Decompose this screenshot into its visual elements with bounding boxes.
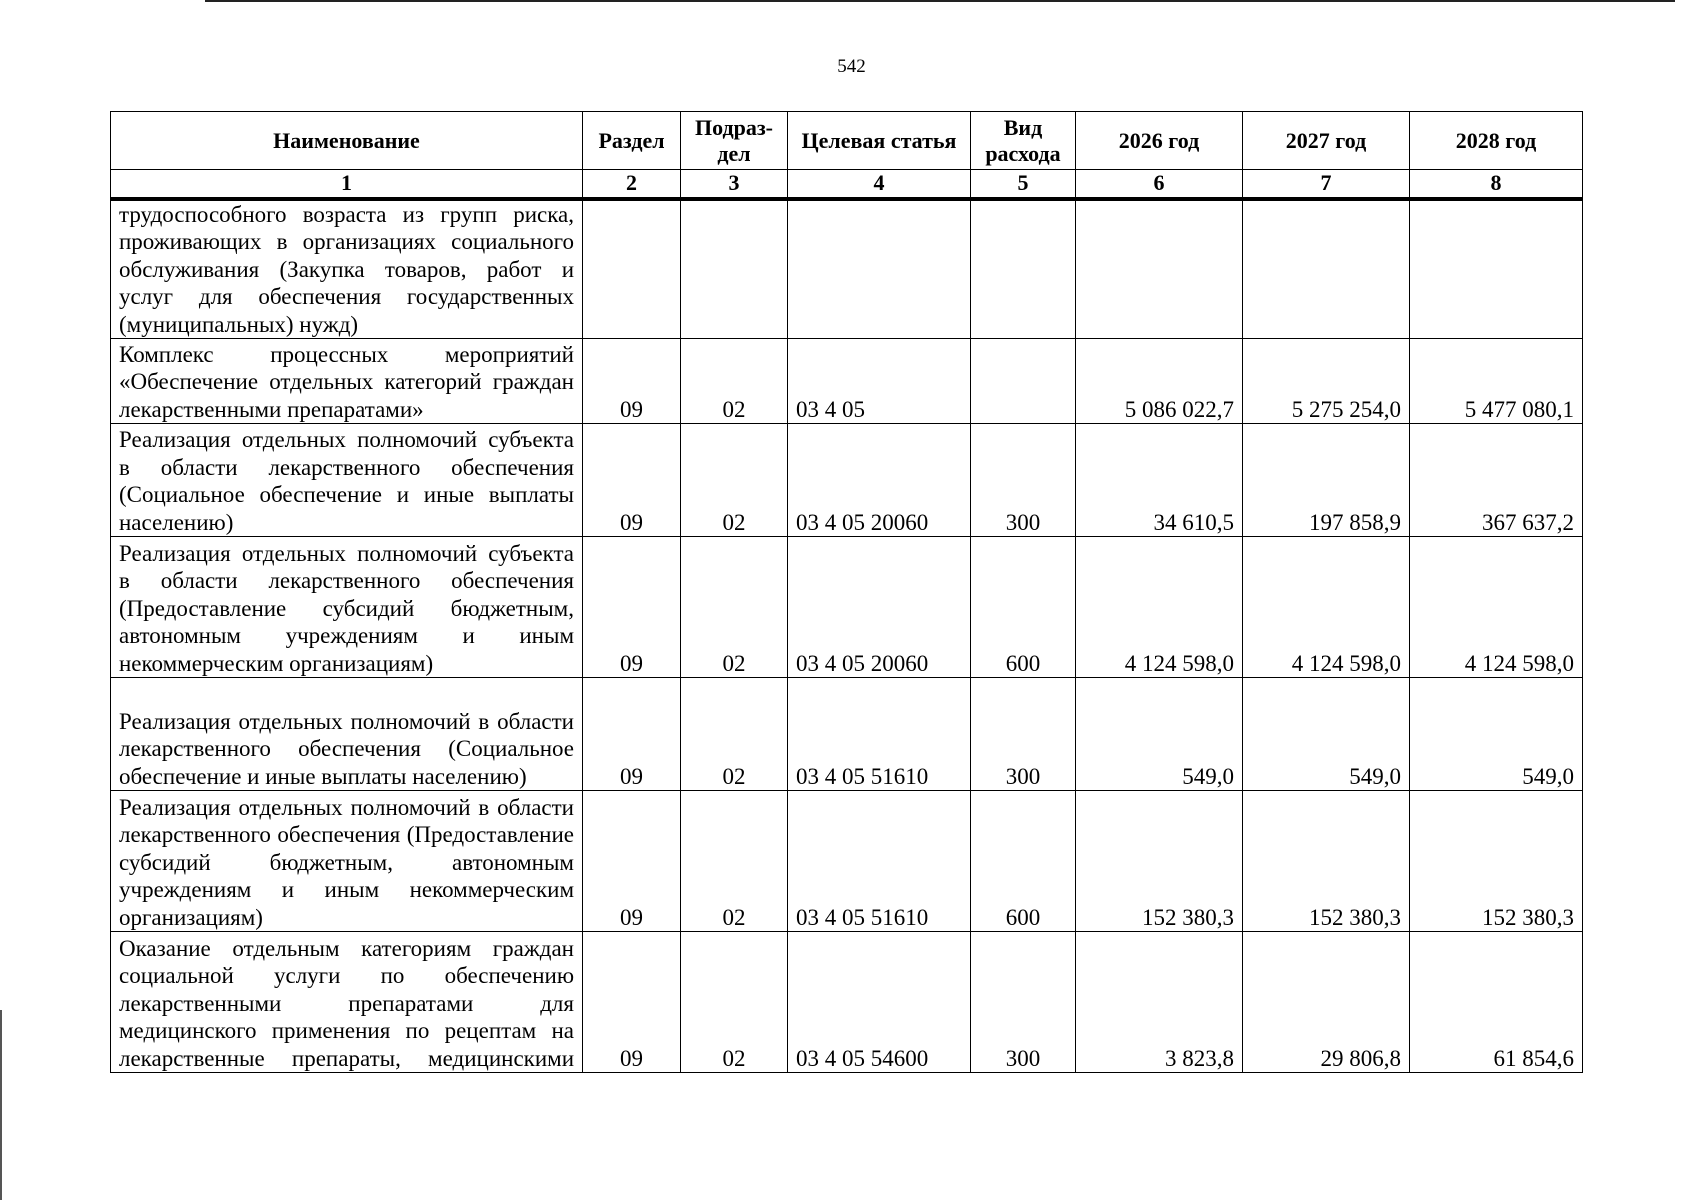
top-border-line (205, 0, 1675, 2)
row-expense-type: 600 (971, 537, 1076, 678)
row-2028: 4 124 598,0 (1410, 537, 1583, 678)
row-section: 09 (583, 932, 681, 1073)
row-2028: 367 637,2 (1410, 424, 1583, 537)
row-target: 03 4 05 54600 (788, 932, 971, 1073)
row-2027: 197 858,9 (1243, 424, 1410, 537)
row-2027: 5 275 254,0 (1243, 339, 1410, 424)
row-section: 09 (583, 424, 681, 537)
row-expense-type (971, 339, 1076, 424)
row-name: Реализация отдельных полномочий субъекта в области лекарственного обеспечения (Предоставление субсидий бюджетным, автономным учреждениям и иным некоммерческим организациям) (111, 537, 583, 678)
row-target: 03 4 05 51610 (788, 791, 971, 932)
row-subsection (681, 199, 788, 339)
row-subsection: 02 (681, 791, 788, 932)
row-2026: 5 086 022,7 (1076, 339, 1243, 424)
row-name: Комплекс процессных мероприятий «Обеспечение отдельных категорий граждан лекарственными препаратами» (111, 339, 583, 424)
table-row (111, 424, 1583, 537)
row-subsection: 02 (681, 424, 788, 537)
row-2026: 152 380,3 (1076, 791, 1243, 932)
header-name: Наименование (111, 112, 583, 170)
row-section: 09 (583, 339, 681, 424)
page-number: 542 (837, 56, 866, 77)
row-target (788, 199, 971, 339)
table-row (111, 199, 1583, 339)
row-target: 03 4 05 51610 (788, 678, 971, 791)
row-2027: 152 380,3 (1243, 791, 1410, 932)
row-2028: 549,0 (1410, 678, 1583, 791)
column-number: 3 (681, 170, 788, 199)
row-expense-type: 300 (971, 678, 1076, 791)
row-2027: 29 806,8 (1243, 932, 1410, 1073)
table-row (111, 932, 1583, 1073)
row-expense-type: 300 (971, 424, 1076, 537)
header-2026: 2026 год (1076, 112, 1243, 170)
header-2028: 2028 год (1410, 112, 1583, 170)
row-target: 03 4 05 (788, 339, 971, 424)
column-number: 6 (1076, 170, 1243, 199)
table-row (111, 537, 1583, 678)
row-name: Реализация отдельных полномочий субъекта в области лекарственного обеспечения (Социальное обеспечение и иные выплаты населению) (111, 424, 583, 537)
header-row (111, 112, 1583, 170)
table-row (111, 339, 1583, 424)
row-target: 03 4 05 20060 (788, 424, 971, 537)
header-section: Раздел (583, 112, 681, 170)
row-section (583, 199, 681, 339)
row-subsection: 02 (681, 339, 788, 424)
header-2027: 2027 год (1243, 112, 1410, 170)
column-number: 8 (1410, 170, 1583, 199)
column-number: 4 (788, 170, 971, 199)
column-number: 7 (1243, 170, 1410, 199)
row-2026: 34 610,5 (1076, 424, 1243, 537)
row-section: 09 (583, 537, 681, 678)
row-target: 03 4 05 20060 (788, 537, 971, 678)
budget-table (110, 111, 1583, 1073)
row-name: Реализация отдельных полномочий в области лекарственного обеспечения (Предоставление субсидий бюджетным, автономным учреждениям и иным некоммерческим организациям) (111, 791, 583, 932)
row-2026 (1076, 199, 1243, 339)
row-2026: 549,0 (1076, 678, 1243, 791)
row-2026: 3 823,8 (1076, 932, 1243, 1073)
header-subsection: Подраз-дел (681, 112, 788, 170)
row-subsection: 02 (681, 537, 788, 678)
row-expense-type (971, 199, 1076, 339)
row-2028: 61 854,6 (1410, 932, 1583, 1073)
header-expense-type: Вид расхода (971, 112, 1076, 170)
row-2027: 549,0 (1243, 678, 1410, 791)
header-target: Целевая статья (788, 112, 971, 170)
row-name: трудоспособного возраста из групп риска, проживающих в организациях социального обслуживания (Закупка товаров, работ и услуг для обеспечения государственных (муниципальных) нужд) (111, 199, 583, 339)
column-number: 5 (971, 170, 1076, 199)
row-expense-type: 600 (971, 791, 1076, 932)
row-2027 (1243, 199, 1410, 339)
left-scan-edge (0, 1010, 2, 1200)
row-subsection: 02 (681, 678, 788, 791)
row-2028 (1410, 199, 1583, 339)
row-2028: 5 477 080,1 (1410, 339, 1583, 424)
column-number-row (111, 170, 1583, 199)
column-number: 1 (111, 170, 583, 199)
row-subsection: 02 (681, 932, 788, 1073)
row-name: Оказание отдельным категориям граждан социальной услуги по обеспечению лекарственными препаратами для медицинского применения по рецептам на лекарственные препараты, медицинскими (111, 932, 583, 1073)
row-2028: 152 380,3 (1410, 791, 1583, 932)
row-section: 09 (583, 678, 681, 791)
row-section: 09 (583, 791, 681, 932)
row-2026: 4 124 598,0 (1076, 537, 1243, 678)
row-2027: 4 124 598,0 (1243, 537, 1410, 678)
row-expense-type: 300 (971, 932, 1076, 1073)
column-number: 2 (583, 170, 681, 199)
table-row (111, 678, 1583, 791)
row-name: Реализация отдельных полномочий в области лекарственного обеспечения (Социальное обеспечение и иные выплаты населению) (111, 678, 583, 791)
table-row (111, 791, 1583, 932)
